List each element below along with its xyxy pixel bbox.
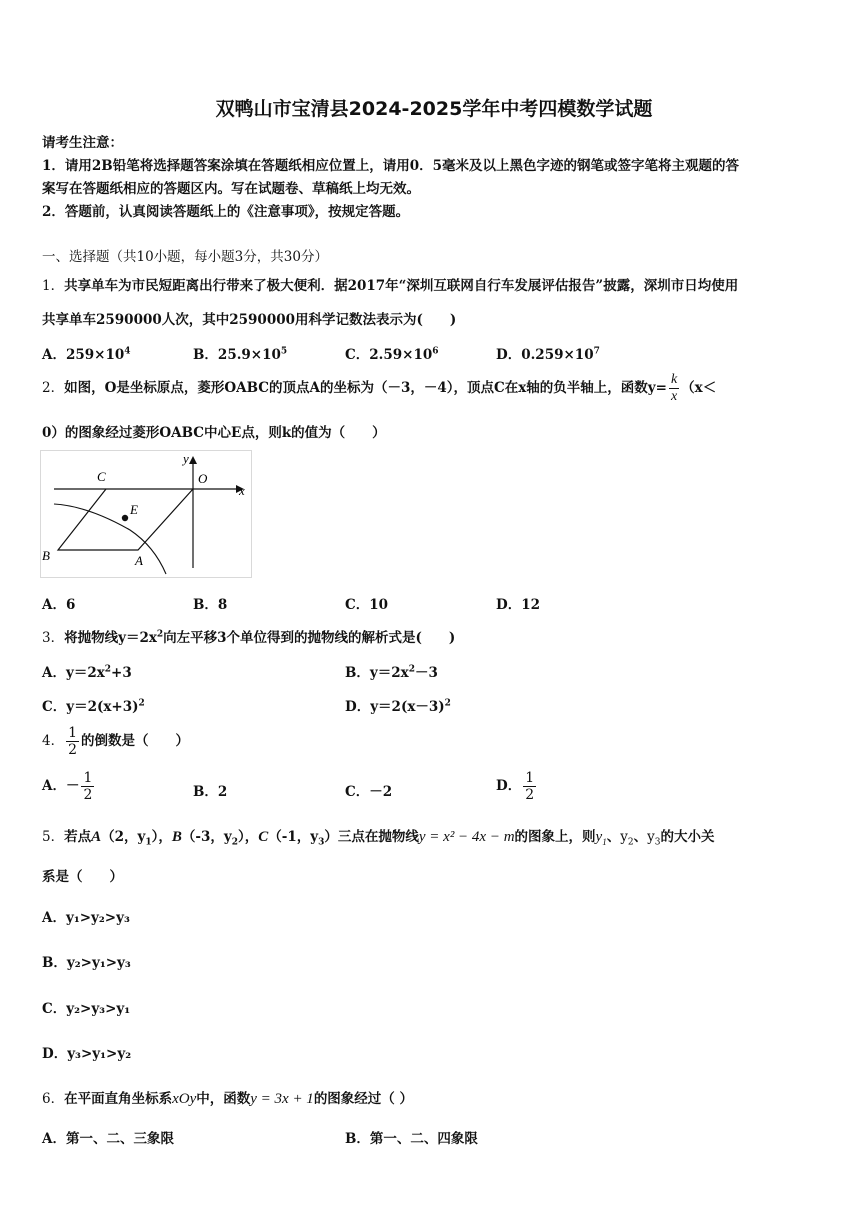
one-half-fraction: $\frac{1}{2}$: [68, 725, 78, 758]
q4-option-b: B．2: [193, 784, 228, 800]
q2-option-a: A．6: [42, 597, 76, 613]
q3-option-c: C．$y=2(x+3)^2$: [42, 698, 145, 715]
question-3: 3．将抛物线$y=2x^2$向左平移3个单位得到的抛物线的解析式是( ): [42, 629, 456, 646]
q1-option-d: D．$0.259\times 10^7$: [496, 346, 600, 363]
notice-line-2: 案写在答题纸相应的答题区内。写在试题卷、草稿纸上均无效。: [42, 181, 420, 197]
question-1-line-1: 1．共享单车为市民短距离出行带来了极大便利．据2017年“深圳互联网自行车发展评估报告”披露，深圳市日均使用: [42, 278, 739, 294]
hyperbola-curve: [54, 504, 166, 574]
label-o: O: [198, 471, 208, 486]
q4-option-c: C．－2: [345, 784, 393, 800]
question-3-number: 3．: [42, 630, 65, 646]
question-2-line-1: 2．如图，O是坐标原点，菱形OABC的顶点A的坐标为（－3，－4），顶点C在x轴的负半轴上，函数y= $\frac{k}{x}$ （x＜: [42, 372, 717, 404]
q6-option-a: A．第一、二、三象限: [42, 1131, 174, 1147]
q1-option-a: A．$259\times 10^4$: [42, 346, 131, 363]
q5-option-b: B．y₂>y₁>y₃: [42, 955, 131, 971]
question-6: 6．在平面直角坐标系xOy中，函数y = 3x + 1的图象经过（ ）: [42, 1091, 414, 1107]
notice-line-3: 2．答题前，认真阅读答题纸上的《注意事项》，按规定答题。: [42, 204, 410, 220]
q3-option-a: A．$y=2x^2+3$: [42, 664, 132, 681]
q2-option-d: D．12: [496, 597, 540, 613]
question-5-number: 5．: [42, 829, 65, 845]
notice-heading: 请考生注意：: [42, 135, 123, 151]
question-1-number: 1．: [42, 278, 65, 294]
q2-option-b: B．8: [193, 597, 228, 613]
label-x: x: [239, 483, 245, 498]
q4-option-a: A．－ $\frac{1}{2}$: [42, 770, 93, 803]
label-c: C: [97, 469, 106, 484]
notice-line-1: 1．请用2B铅笔将选择题答案涂填在答题纸相应位置上，请用0．5毫米及以上黑色字迹的钢笔或签字笔将主观题的答: [42, 158, 739, 174]
q3-option-b: B．$y=2x^2-3$: [345, 664, 438, 681]
section-heading: 一、选择题（共10小题，每小题3分，共30分）: [42, 249, 328, 265]
q1-option-b: B．$25.9\times 10^5$: [193, 346, 288, 363]
label-e: E: [130, 502, 138, 517]
q6-option-b: B．第一、二、四象限: [345, 1131, 478, 1147]
q5-option-a: A．y₁>y₂>y₃: [42, 910, 130, 926]
linear-equation: y = 3x + 1: [250, 1091, 314, 1107]
question-1-line-2: 共享单车2590000人次，其中2590000用科学记数法表示为( ): [42, 312, 457, 328]
question-4: 4． $\frac{1}{2}$ 的倒数是（ ）: [42, 725, 190, 758]
label-y: y: [183, 451, 189, 466]
question-4-number: 4．: [42, 733, 65, 749]
question-5-line-2: 系是（ ）: [42, 869, 123, 885]
parabola-equation: y = x² − 4x − m: [418, 829, 515, 845]
label-a: A: [135, 553, 143, 568]
question-5-line-1: 5．若点A（2，$y_1$），B（-3，$y_2$），C（-1，$y_3$）三点在抛物线y = x² − 4x − m的图象上，则$y_1$、$y_2$、$y_3$的大小关: [42, 829, 715, 848]
k-over-x-fraction: $\frac{k}{x}$: [670, 372, 678, 404]
q5-option-c: C．y₂>y₃>y₁: [42, 1001, 131, 1017]
q4-option-d: D． $\frac{1}{2}$: [496, 770, 535, 803]
label-b: B: [42, 548, 50, 563]
q1-option-c: C．$2.59\times 10^6$: [345, 346, 439, 363]
q5-option-d: D．y₃>y₁>y₂: [42, 1046, 132, 1062]
rhombus-figure: [40, 450, 252, 578]
question-6-number: 6．: [42, 1091, 65, 1107]
q2-option-c: C．10: [345, 597, 389, 613]
q3-option-d: D．$y=2(x-3)^2$: [345, 698, 451, 715]
question-2-line-2: 0）的图象经过菱形OABC中心E点，则k的值为（ ）: [42, 425, 386, 441]
y-axis-arrow: [189, 456, 197, 464]
page-title: 双鸭山市宝清县2024-2025学年中考四模数学试题: [215, 98, 653, 120]
question-2-number: 2．: [42, 380, 65, 396]
point-e: [122, 515, 128, 521]
